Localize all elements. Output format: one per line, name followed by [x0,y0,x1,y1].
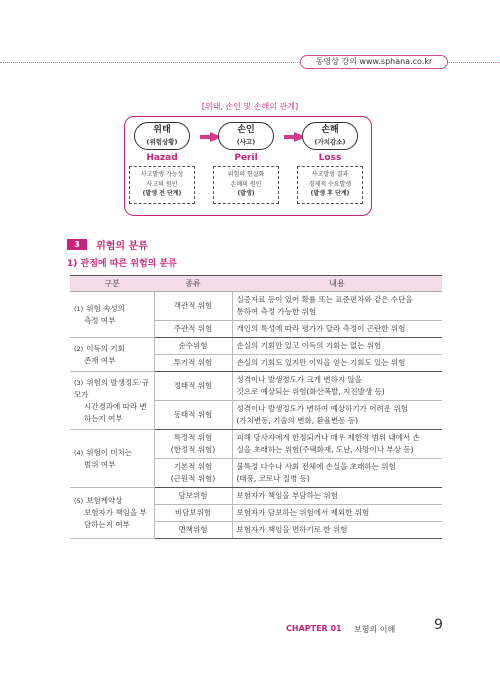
content-line: (태풍, 코로나 질병 등) [236,474,310,483]
table-row [70,292,442,321]
category-line2: 측정 여부 [84,315,116,325]
kind-label: 정태적 위험 [173,381,213,390]
table-header-row [70,276,442,292]
footer-chapter: CHAPTER 01 [286,624,342,633]
node-loss-label: 손해 [321,125,339,135]
content-cell [232,505,442,522]
node-loss [302,122,358,150]
node-peril-label: 손인 [237,125,255,135]
category-cell [70,430,154,488]
header-category: 구분 [70,276,154,292]
category-line2: 존재 여부 [84,355,116,365]
desc-line: (발생 후 단계) [310,190,350,197]
category-cell [70,338,154,372]
content-line: 손실의 기회만 있고 이득의 기회는 없는 위험 [236,341,382,350]
content-line: (가치변동, 기술의 변화, 환율변동 등) [236,416,359,425]
node-hazard-description [129,166,195,204]
kind-cell [154,401,232,430]
desc-line: 사고발생 결과 [311,171,349,178]
risk-classification-table [70,275,442,539]
category-number: (5) [74,497,84,505]
desc-line: 사고의 원인 [146,180,178,188]
kind-label: 투기적 위험 [173,358,213,367]
footer-chapter-name: 보험의 이해 [354,625,396,634]
section-title: 위험의 분류 [96,241,148,252]
kind-label: 주관적 위험 [173,324,213,333]
header-content: 내용 [232,276,442,292]
content-line: 손실의 기회도 있지만 이익을 얻는 기회도 있는 위험 [236,358,406,367]
table-row [70,430,442,459]
content-cell [232,488,442,505]
category-line2: 범위 여부 [84,459,116,469]
category-number: (2) [74,344,84,353]
desc-line: (발생) [237,190,255,197]
content-cell [232,430,442,459]
node-loss-english: Loss [318,153,342,163]
page-number: 9 [434,617,443,633]
content-line: 개인의 특성에 따라 평가가 달라 측정이 곤란한 위험 [236,324,406,333]
category-line2: 보험자가 책임을 부담하는지 여부 [84,508,147,529]
kind-label: 순수위험 [178,341,208,350]
kind-label: 객관적 위험 [173,301,213,310]
diagram-title: [위태, 손인 및 손해의 관계] [201,102,299,111]
header-kind: 종류 [154,276,232,292]
category-cell [70,292,154,338]
content-line: 불특정 다수나 사회 전체에 손실을 초래하는 위험 [236,462,396,471]
kind-cell [154,372,232,401]
kind-label-sub: (한정적 위험) [170,445,216,454]
kind-cell [154,522,232,539]
kind-cell [154,488,232,505]
content-line: 실을 초래하는 위험(주택화재, 도난, 사망이나 부상 등) [236,445,414,454]
section-heading [67,234,148,252]
content-cell [232,292,442,321]
category-line1: 위험 속성의 [86,303,125,313]
category-number: (1) [74,304,84,313]
kind-label-sub: (근원적 위험) [170,474,216,483]
node-hazard-english: Hazad [146,153,178,163]
node-hazard-label: 위태 [153,125,171,135]
node-loss-sub: (가치감소) [314,138,346,146]
node-peril-description [213,166,279,204]
kind-label: 기본적 위험 [173,462,213,471]
content-line: 성격이나 발생정도가 크게 변하지 않을 [236,375,362,384]
desc-line: 사고발생 가능성 [140,171,184,178]
content-line: 피해 당사자에게 한정되거나 매우 제한적 범위 내에서 손 [236,433,420,442]
category-line2: 시간경과에 따라 변하는지 여부 [84,401,147,423]
content-line: 통하여 측정 가능한 위험 [236,307,317,316]
category-number: (3) [74,378,84,387]
content-cell [232,522,442,539]
kind-label: 면책위험 [178,525,208,534]
page-footer [286,617,446,636]
table-row [70,372,442,401]
content-line: 성격이나 발생정도가 변하여 예상하기가 어려운 위험 [236,404,408,413]
node-peril [218,122,274,150]
section-number: 3 [67,239,87,250]
content-cell [232,401,442,430]
kind-label: 비담보위험 [174,508,212,517]
content-line: 실증자료 등이 있어 확률 또는 표준편차와 같은 수단을 [236,295,413,304]
subsection-title: 1) 관점에 따른 위험의 분류 [67,259,177,269]
content-line: 것으로 예상되는 위험(화산폭발, 지진발생 등) [236,387,385,396]
node-hazard-sub: (위험상황) [146,138,178,146]
category-line1: 이득의 기회 [86,343,125,353]
kind-cell [154,338,232,355]
desc-line: (발생 전 단계) [142,190,182,197]
category-cell [70,488,154,539]
node-peril-sub: (사고) [236,138,256,146]
table-row [70,338,442,355]
category-number: (4) [74,448,84,457]
content-line: 보험자가 책임을 부담하는 위험 [236,491,338,500]
content-cell [232,338,442,355]
content-cell [232,321,442,338]
desc-line: 위험의 현실화 [227,171,265,178]
content-cell [232,459,442,488]
kind-cell [154,430,232,459]
category-cell [70,372,154,430]
kind-cell [154,505,232,522]
category-line1: 위험의 발생정도·규모가 [74,377,149,399]
desc-line: 경제적 수요발생 [308,180,352,188]
content-cell [232,355,442,372]
content-line: 보험자가 담보하는 위험에서 제외한 위험 [236,508,370,517]
kind-cell [154,292,232,321]
kind-cell [154,355,232,372]
node-hazard [134,122,190,150]
kind-cell [154,321,232,338]
table-row [70,488,442,505]
node-loss-description [297,166,363,204]
node-peril-english: Peril [234,153,258,163]
kind-label: 담보위험 [178,491,208,500]
content-cell [232,372,442,401]
header-website-badge: 동영상 강의 www.sphana.co.kr [300,55,448,69]
category-line1: 위험이 미치는 [86,447,133,457]
category-line1: 보험계약상 [86,496,123,505]
kind-label: 동태적 위험 [173,410,213,419]
kind-label: 특정적 위험 [173,433,213,442]
kind-cell [154,459,232,488]
desc-line: 손해의 원인 [230,180,262,188]
content-line: 보험자가 책임을 면하기로 한 위험 [236,525,348,534]
